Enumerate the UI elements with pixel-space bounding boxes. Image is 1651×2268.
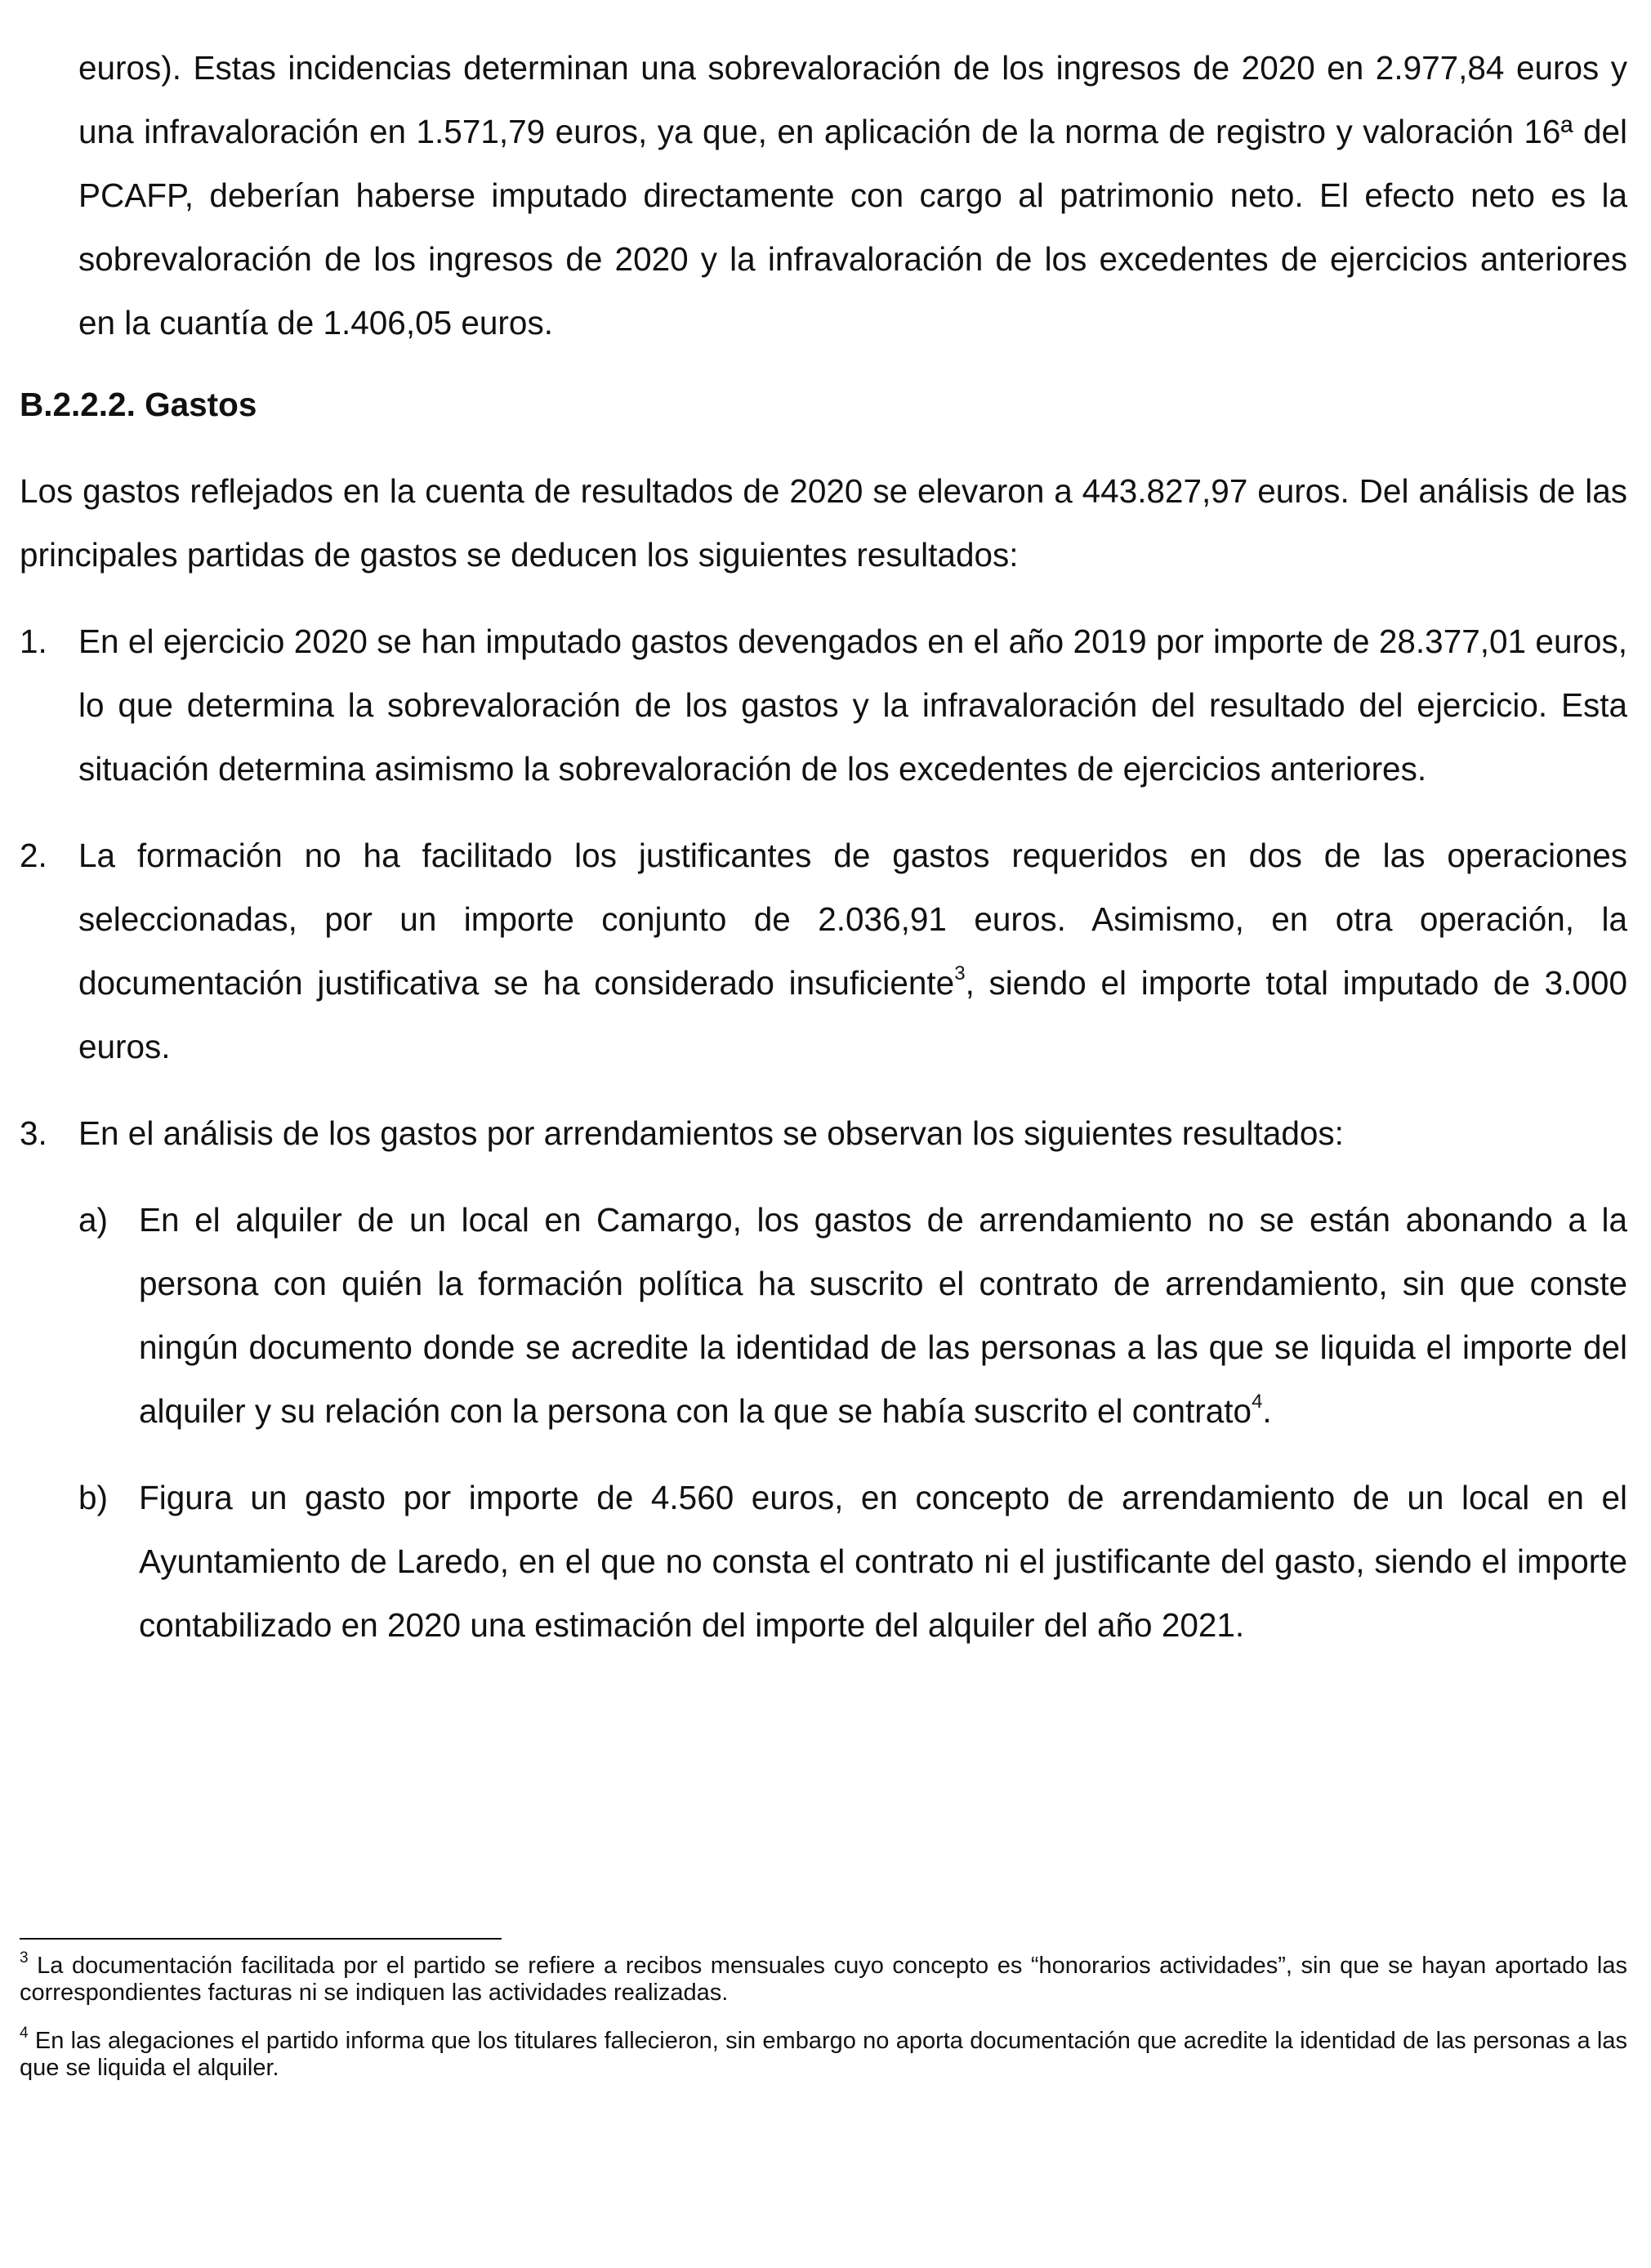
footnote-3 — [20, 1949, 1627, 2007]
footnote-text: En las alegaciones el partido informa que los titulares fallecieron, sin embargo no aporta documentación que acredite la identidad de las personas a las que se liquida el alquiler. — [20, 2028, 1627, 2081]
sublist-letter: a) — [78, 1201, 109, 1239]
list-item-text: La formación no ha facilitado los justificantes de gastos requeridos en dos de las operaciones seleccionadas, por un importe conjunto de 2.036,91 euros. Asimismo, en otra operación, la documentación justificativa se ha considerado insuficiente — [78, 837, 1627, 1002]
list-number: 3. — [20, 1114, 47, 1152]
intro-paragraph: euros). Estas incidencias determinan una sobrevaloración de los ingresos de 2020 en 2.977,84 euros y una infravaloración en 1.571,79 euros, ya que, en aplicación de la norma de registro y valoración 16ª del PCAFP, deberían haberse imputado directamente con cargo al patrimonio neto. El efecto neto es la sobrevaloración de los ingresos de 2020 y la infravaloración de los excedentes de ejercicios anteriores en la cuantía de 1.406,05 euros. — [78, 49, 1627, 342]
footnote-text: La documentación facilitada por el partido se refiere a recibos mensuales cuyo concepto es “honorarios actividades”, sin que se hayan aportado las correspondientes facturas ni se indiquen las actividades realizadas. — [20, 1953, 1627, 2006]
list-item-3 — [20, 1101, 1627, 1165]
list-item-text-continued: , siendo el importe total imputado de 3.000 euros. — [78, 964, 1627, 1065]
section-heading: B.2.2.2. Gastos — [20, 386, 257, 423]
sublist-item-text: En el alquiler de un local en Camargo, los gastos de arrendamiento no se están abonando a la persona con quién la formación política ha suscrito el contrato de arrendamiento, sin que conste ningún documento donde se acredite la identidad de las personas a las que se liquida el importe del alquiler y su relación con la persona con la que se había suscrito el contrato — [139, 1201, 1627, 1430]
footnote-ref-4[interactable]: 4 — [1252, 1390, 1263, 1413]
sublist-item-a — [20, 1188, 1627, 1443]
list-item-1 — [20, 609, 1627, 801]
list-item-text: En el análisis de los gastos por arrendamientos se observan los siguientes resultados: — [78, 1114, 1344, 1152]
footnote-mark: 3 — [20, 1949, 29, 1967]
list-number: 2. — [20, 837, 47, 874]
sublist-letter: b) — [78, 1479, 109, 1516]
sublist-item-text: Figura un gasto por importe de 4.560 euros, en concepto de arrendamiento de un local en el Ayuntamiento de Laredo, en el que no consta el contrato ni el justificante del gasto, siendo el importe contabilizado en 2020 una estimación del importe del alquiler del año 2021. — [139, 1479, 1627, 1644]
footnotes-section — [20, 1949, 1627, 2103]
list-number: 1. — [20, 623, 47, 660]
list-item-text: En el ejercicio 2020 se han imputado gastos devengados en el año 2019 por importe de 28.377,01 euros, lo que determina la sobrevaloración de los gastos y la infravaloración del resultado del ejercicio. Esta situación determina asimismo la sobrevaloración de los excedentes de ejercicios anteriores. — [78, 623, 1627, 788]
footnote-mark: 4 — [20, 2025, 29, 2043]
footnote-separator — [20, 1938, 502, 1940]
sublist-item-b — [20, 1466, 1627, 1657]
footnote-ref-3[interactable]: 3 — [954, 962, 966, 984]
section-intro-paragraph: Los gastos reflejados en la cuenta de resultados de 2020 se elevaron a 443.827,97 euros. Del análisis de las principales partidas de gastos se deducen los siguientes resultados: — [20, 472, 1627, 574]
document-page — [20, 36, 1627, 1657]
footnote-4 — [20, 2025, 1627, 2082]
sublist-item-text-continued: . — [1262, 1392, 1272, 1430]
list-item-2 — [20, 824, 1627, 1078]
